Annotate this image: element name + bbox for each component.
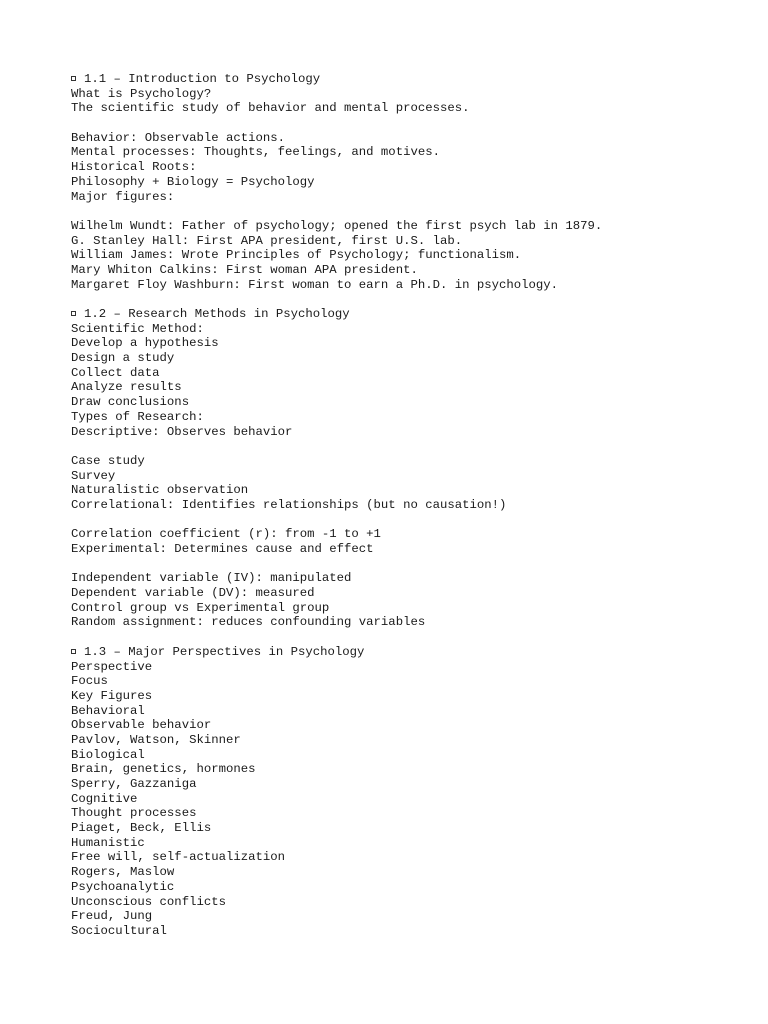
text-line: Key Figures xyxy=(71,688,153,703)
text-line: Piaget, Beck, Ellis xyxy=(71,821,212,836)
text-line: Sociocultural xyxy=(71,923,167,938)
text-line: Behavior: Observable actions. xyxy=(71,130,286,145)
text-line: Dependent variable (DV): measured xyxy=(71,586,315,601)
text-line xyxy=(71,439,731,454)
text-line: Philosophy + Biology = Psychology xyxy=(71,174,315,189)
text-line: Survey xyxy=(71,468,116,483)
text-line: Scientific Method: xyxy=(71,321,204,336)
text-line: Analyze results xyxy=(71,380,182,395)
text-line: Naturalistic observation xyxy=(71,483,249,498)
text-line: Major figures: xyxy=(71,189,175,204)
text-line: Wilhelm Wundt: Father of psychology; opened the first psych lab in 1879. xyxy=(71,218,603,233)
text-line: Free will, self-actualization xyxy=(71,850,286,865)
text-line: G. Stanley Hall: First APA president, first U.S. lab. xyxy=(71,233,463,248)
text-line: Types of Research: xyxy=(71,409,204,424)
square-bullet-icon xyxy=(71,649,76,654)
text-line: Margaret Floy Washburn: First woman to earn a Ph.D. in psychology. xyxy=(71,277,559,292)
text-line: Pavlov, Watson, Skinner xyxy=(71,732,241,747)
text-line xyxy=(71,116,731,131)
text-line: Descriptive: Observes behavior xyxy=(71,424,293,439)
square-bullet-icon xyxy=(71,311,76,316)
text-line: Rogers, Maslow xyxy=(71,865,175,880)
text-line xyxy=(71,204,731,219)
section-heading: 1.2 – Research Methods in Psychology xyxy=(71,307,731,322)
section-heading: 1.3 – Major Perspectives in Psychology xyxy=(71,645,731,660)
document-page xyxy=(71,72,731,939)
text-line: Perspective xyxy=(71,659,153,674)
text-line: The scientific study of behavior and mental processes. xyxy=(71,101,470,116)
text-line: Sperry, Gazzaniga xyxy=(71,777,197,791)
text-line: Collect data xyxy=(71,365,160,380)
section-heading: 1.1 – Introduction to Psychology xyxy=(71,72,731,87)
text-line: Control group vs Experimental group xyxy=(71,600,330,615)
text-line: Independent variable (IV): manipulated xyxy=(71,571,352,586)
text-line: Correlation coefficient (r): from -1 to +1 xyxy=(71,527,381,542)
text-line: Historical Roots: xyxy=(71,160,197,175)
text-line: Cognitive xyxy=(71,791,138,806)
text-line xyxy=(71,630,731,645)
text-line: Draw conclusions xyxy=(71,395,190,410)
text-line: Random assignment: reduces confounding variables xyxy=(71,615,426,630)
text-line: Design a study xyxy=(71,351,175,366)
text-line: Experimental: Determines cause and effect xyxy=(71,542,374,556)
text-line: William James: Wrote Principles of Psychology; functionalism. xyxy=(71,248,522,263)
text-line: Behavioral xyxy=(71,703,145,718)
text-line: What is Psychology? xyxy=(71,86,212,101)
text-line xyxy=(71,292,731,307)
text-line: Biological xyxy=(71,747,145,762)
text-line: Thought processes xyxy=(71,806,197,821)
text-line: Mary Whiton Calkins: First woman APA president. xyxy=(71,262,418,277)
text-line xyxy=(71,557,731,572)
text-line: Unconscious conflicts xyxy=(71,894,226,909)
text-line: Case study xyxy=(71,453,145,468)
text-line: Freud, Jung xyxy=(71,909,153,924)
text-line: Brain, genetics, hormones xyxy=(71,762,256,777)
text-line: Psychoanalytic xyxy=(71,879,175,894)
text-line: Humanistic xyxy=(71,835,145,850)
text-line: Correlational: Identifies relationships (but no causation!) xyxy=(71,497,507,512)
text-line: Observable behavior xyxy=(71,718,212,733)
text-line xyxy=(71,513,731,528)
text-line: Mental processes: Thoughts, feelings, and motives. xyxy=(71,145,440,160)
square-bullet-icon xyxy=(71,76,76,81)
text-line: Develop a hypothesis xyxy=(71,336,219,351)
text-line: Focus xyxy=(71,674,108,689)
